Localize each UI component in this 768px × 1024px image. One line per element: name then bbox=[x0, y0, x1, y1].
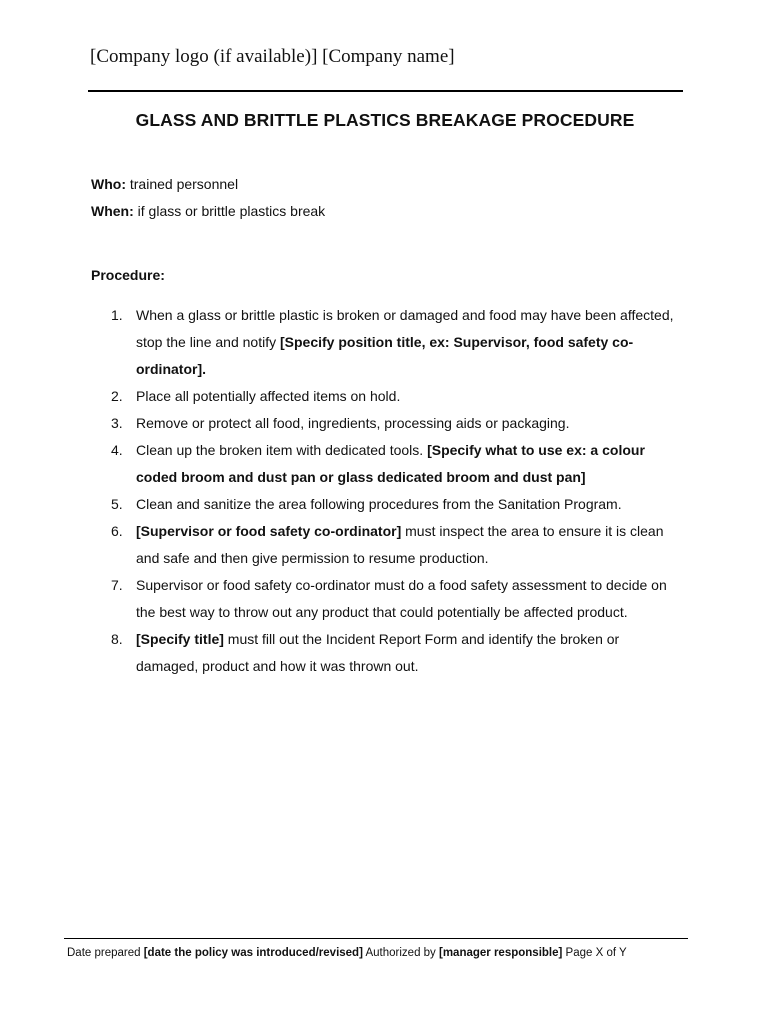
footer-date-label: Date prepared bbox=[67, 947, 144, 959]
step-number: 6. bbox=[111, 523, 123, 539]
procedure-step bbox=[0, 437, 684, 491]
procedure-step bbox=[0, 518, 684, 572]
procedure-step bbox=[0, 410, 684, 437]
company-header: [Company logo (if available)] [Company name] bbox=[90, 46, 455, 67]
step-text: When a glass or brittle plastic is broken or damaged and food may have been affected, stop the line and notify bbox=[136, 307, 674, 350]
who-line bbox=[91, 176, 238, 192]
when-value: if glass or brittle plastics break bbox=[133, 203, 326, 219]
step-text: Remove or protect all food, ingredients, processing aids or packaging. bbox=[136, 415, 570, 431]
step-number: 4. bbox=[111, 442, 123, 458]
document-title: GLASS AND BRITTLE PLASTICS BREAKAGE PROCEDURE bbox=[135, 110, 635, 130]
procedure-step bbox=[0, 302, 684, 383]
footer-divider bbox=[64, 938, 688, 939]
step-text: must fill out the Incident Report Form and identify the broken or damaged, product and how it was thrown out. bbox=[136, 631, 620, 674]
step-placeholder: [Supervisor or food safety co-ordinator] bbox=[136, 523, 402, 539]
procedure-step bbox=[0, 626, 684, 680]
procedure-steps-list bbox=[0, 302, 768, 680]
document-footer bbox=[67, 947, 627, 959]
footer-auth-label: Authorized by bbox=[362, 947, 439, 959]
procedure-step bbox=[0, 383, 684, 410]
step-number: 3. bbox=[111, 415, 123, 431]
step-text: Clean and sanitize the area following procedures from the Sanitation Program. bbox=[136, 496, 622, 512]
procedure-heading: Procedure: bbox=[91, 267, 165, 283]
step-number: 8. bbox=[111, 631, 123, 647]
who-label: Who: bbox=[91, 176, 126, 192]
who-value: trained personnel bbox=[125, 176, 239, 192]
step-text: Clean up the broken item with dedicated tools. bbox=[136, 442, 428, 458]
step-placeholder: [Specify position title, ex: Supervisor, food safety co-ordinator]. bbox=[136, 334, 634, 377]
footer-page-text: Page X of Y bbox=[562, 947, 627, 959]
when-label: When: bbox=[91, 203, 134, 219]
step-number: 7. bbox=[111, 577, 123, 593]
procedure-step bbox=[0, 572, 684, 626]
step-number: 1. bbox=[111, 307, 123, 323]
step-text: must inspect the area to ensure it is clean and safe and then give permission to resume production. bbox=[136, 523, 664, 566]
procedure-step bbox=[0, 491, 684, 518]
step-placeholder: [Specify title] bbox=[136, 631, 224, 647]
step-number: 5. bbox=[111, 496, 123, 512]
step-text: Place all potentially affected items on hold. bbox=[136, 388, 401, 404]
footer-date-value: [date the policy was introduced/revised] bbox=[143, 947, 363, 959]
step-number: 2. bbox=[111, 388, 123, 404]
header-divider bbox=[88, 90, 683, 92]
when-line bbox=[91, 203, 325, 219]
step-text: Supervisor or food safety co-ordinator must do a food safety assessment to decide on the best way to throw out any product that could potentially be affected product. bbox=[136, 577, 667, 620]
step-placeholder: [Specify what to use ex: a colour coded broom and dust pan or glass dedicated broom and dust pan] bbox=[136, 442, 645, 485]
footer-auth-value: [manager responsible] bbox=[439, 947, 563, 959]
